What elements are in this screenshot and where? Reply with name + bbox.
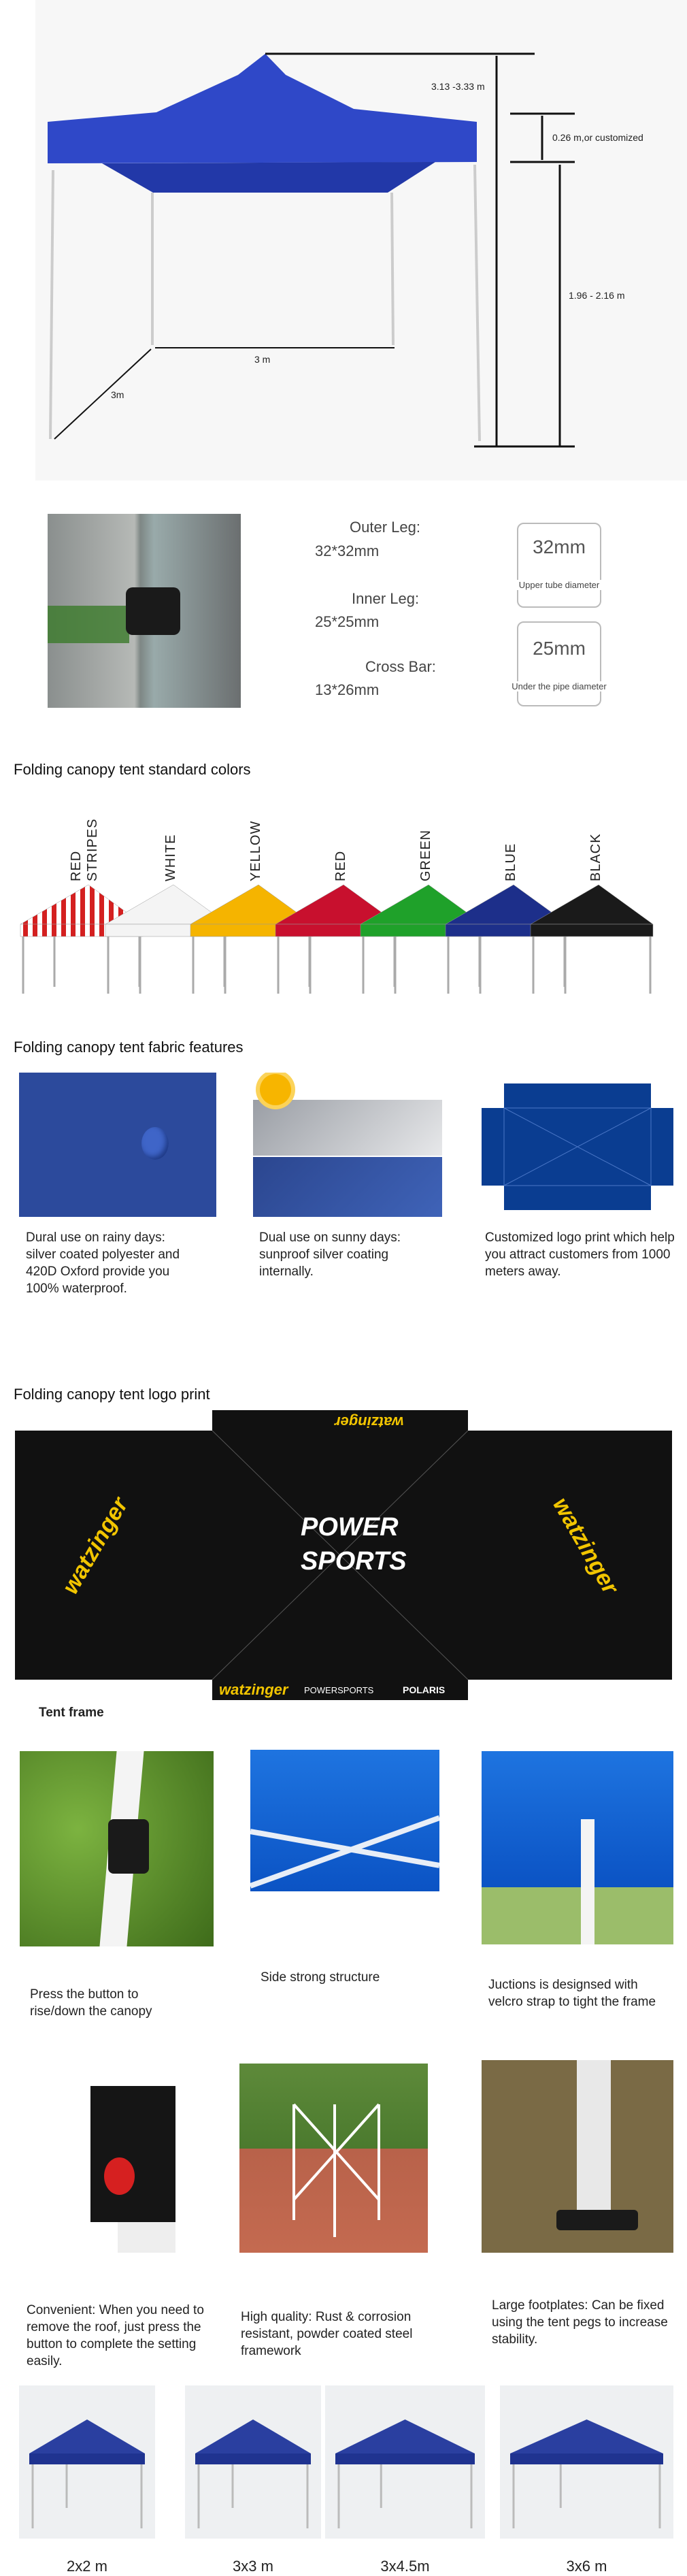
frame-button-photo [20,1751,214,1946]
tent-diagram-illustration [0,0,687,480]
colors-section-title: Folding canopy tent standard colors [14,761,251,778]
sun-icon [260,1074,291,1105]
size-tent-image [19,2385,155,2539]
color-label: YELLOW [248,820,263,881]
logo-big-word-2: SPORTS [301,1547,407,1576]
frame-junction-photo [482,1751,673,1944]
frame-side-structure-photo [250,1750,439,1940]
size-option [19,2382,155,2576]
size-options-row [0,2382,687,2576]
logo-partner: POLARIS [403,1684,446,1695]
total-height-label: 3.13 -3.33 m [431,81,485,92]
lower-tube-diameter-box [512,621,607,706]
frame-footplate-photo [482,2060,673,2253]
frame-caption-4: Convenient: When you need to remove the roof, just press the button to complete the setting easily. [27,2303,204,2368]
upper-tube-value: 32mm [533,536,586,557]
depth-label: 3m [111,389,124,400]
frame-caption-2: Side strong structure [261,1970,380,1985]
logo-section-title: Folding canopy tent logo print [14,1386,210,1403]
fabric-caption-sunny: Dual use on sunny days: sunproof silver coating internally. [259,1230,401,1279]
upper-tube-caption: Upper tube diameter [498,580,620,590]
waterproof-fabric-photo [19,1073,216,1217]
size-label: 3x3 m [233,2558,273,2575]
fabric-caption-logo: Customized logo print which help you attract customers from 1000 meters away. [485,1230,675,1279]
logo-brand-bottom: watzinger [219,1681,288,1698]
inner-leg-label: Inner Leg: [352,590,420,607]
color-label: GREEN [418,829,433,881]
color-label: WHITE [163,834,178,881]
lower-tube-caption: Under the pipe diameter [498,681,620,691]
size-option [325,2382,485,2576]
frame-caption-5: High quality: Rust & corrosion resistant, powder coated steel framework [241,2310,413,2358]
lower-tube-value: 25mm [533,638,586,659]
fabric-caption-rainy: Dural use on rainy days: silver coated polyester and 420D Oxford provide you 100% waterproof. [26,1230,180,1296]
color-option-black [524,796,660,1000]
size-label: 3x6 m [566,2558,607,2575]
cross-bar-value: 13*26mm [315,681,380,698]
logo-brand-top: watzinger [335,1414,404,1431]
size-label: 3x4.5m [380,2558,430,2575]
logo-canopy-layout-photo [482,1083,673,1210]
leg-button-photo [48,514,241,708]
color-options-row [14,796,680,1000]
color-label: BLACK [588,833,603,881]
valance-height-label: 0.26 m,or customized [552,132,643,143]
frame-caption-3: Juctions is designsed with velcro strap to tight the frame [488,1978,656,2009]
color-label: RED [333,850,348,881]
tent-dimension-diagram [0,0,687,480]
size-tent-image [500,2385,673,2539]
cross-bar-label: Cross Bar: [365,658,436,675]
outer-leg-value: 32*32mm [315,542,380,559]
frame-steel-framework-photo [239,2064,428,2253]
logo-big-word-1: POWER [301,1513,399,1542]
logo-left-panel-brand: watzinger [57,1493,133,1599]
size-label: 2x2 m [67,2558,107,2575]
logo-brand-sub: POWERSPORTS [304,1685,374,1695]
frame-caption-1: Press the button to rise/down the canopy [30,1987,152,2019]
fabric-section-title: Folding canopy tent fabric features [14,1039,244,1056]
width-label: 3 m [254,354,271,365]
color-label: BLUE [503,843,518,881]
frame-roof-button-photo [22,2059,189,2253]
size-tent-image [325,2385,485,2539]
color-label: RED STRIPES [69,818,100,881]
upper-tube-diameter-box [517,523,601,608]
size-tent-image [185,2385,321,2539]
inner-leg-value: 25*25mm [315,613,380,630]
frame-section-title: Tent frame [39,1706,104,1720]
sunproof-fabric-photo [253,1073,442,1217]
logo-right-panel-brand: watzinger [548,1493,624,1599]
leg-height-label: 1.96 - 2.16 m [569,290,625,301]
frame-caption-6: Large footplates: Can be fixed using the tent pegs to increase stability. [492,2298,668,2347]
size-option [185,2382,321,2576]
size-option [500,2382,673,2576]
leg-spec-section [0,476,687,735]
logo-print-layout [15,1410,672,1700]
outer-leg-label: Outer Leg: [350,519,420,536]
